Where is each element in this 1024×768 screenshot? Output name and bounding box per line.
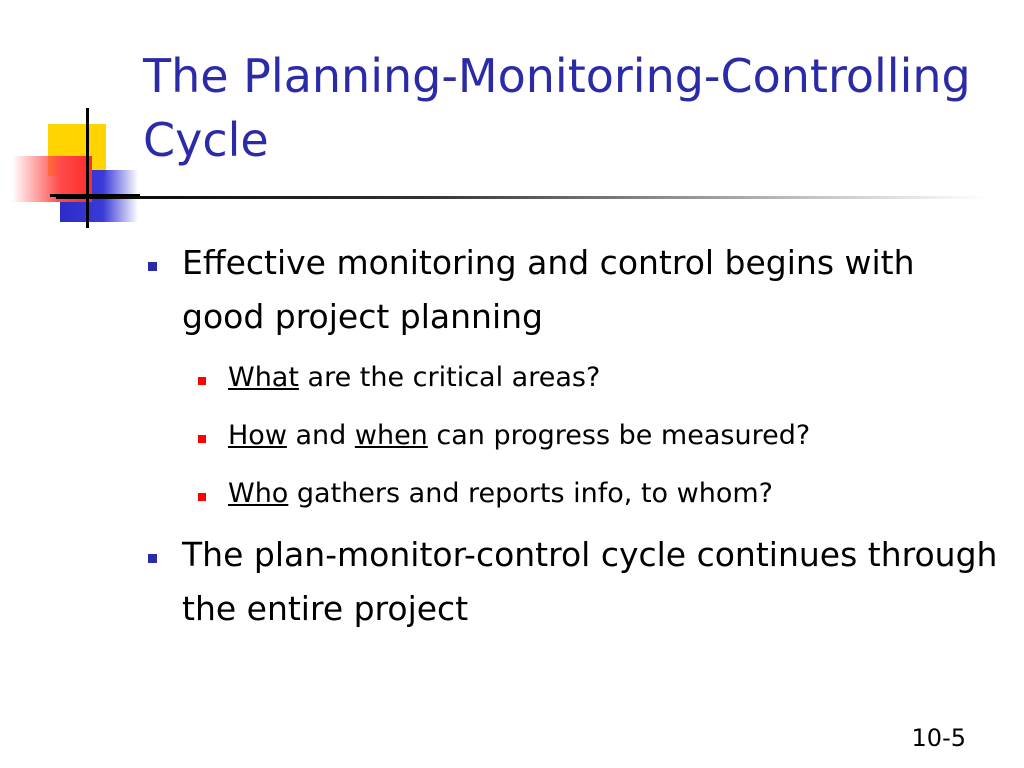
sub-bullet-text [228,468,1018,520]
sub-bullet-square-icon [198,493,206,501]
sub-bullet-text [228,410,1018,462]
bullet-square-icon [148,262,157,271]
underlined-word: when [354,420,428,451]
sub-bullet-rest: gathers and reports info, to whom? [288,478,773,509]
bullet-text: The plan-monitor-control cycle continues through the entire project [182,535,998,628]
page-number: 10-5 [911,724,966,752]
underlined-word: How [228,420,287,451]
sub-bullet-rest: are the critical areas? [298,362,601,393]
sub-bullet-middle: and [286,420,355,451]
underlined-word: What [228,362,299,393]
bullet-text: Effective monitoring and control begins with good project planning [182,243,915,336]
bullet-square-icon [148,554,157,563]
sub-bullet-rest: can progress be measured? [427,420,811,451]
sub-bullet-square-icon [198,377,206,385]
sub-bullet-text [228,352,1018,404]
underlined-word: Who [228,478,289,509]
slide-title: The Planning-Monitoring-Controlling Cycle [143,49,971,167]
sub-bullet-square-icon [198,435,206,443]
